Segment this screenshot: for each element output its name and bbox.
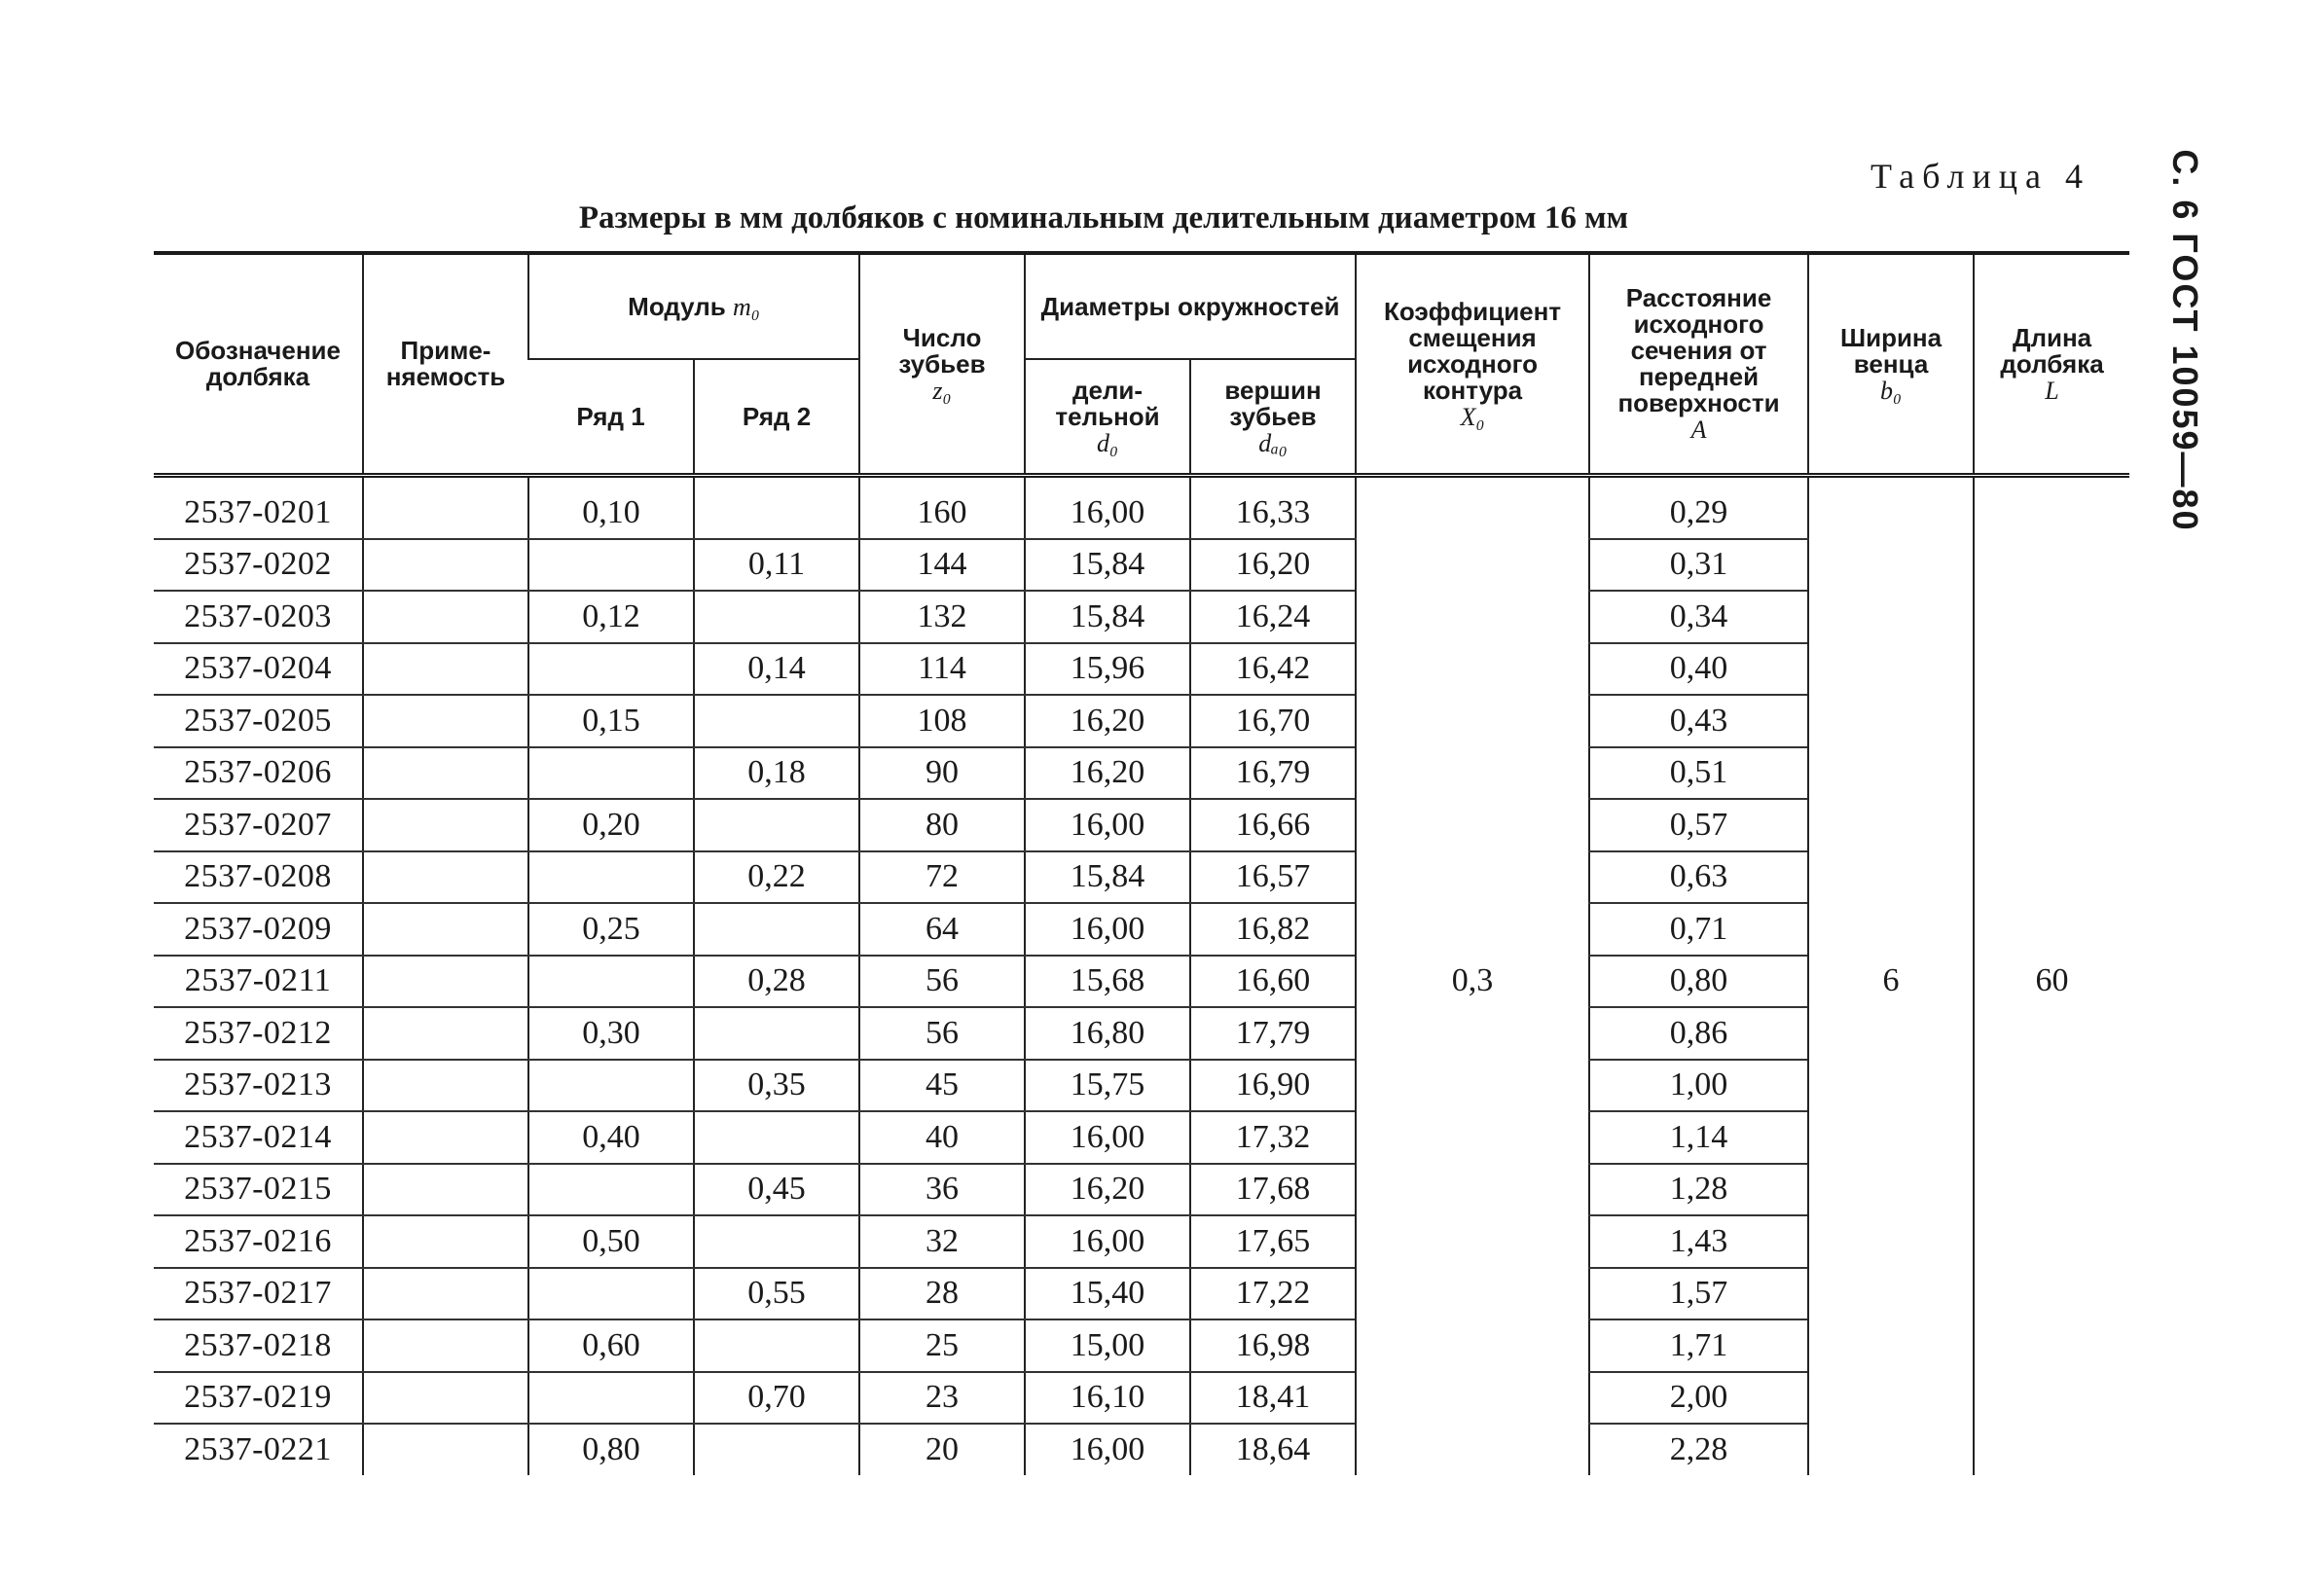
cell-usage bbox=[363, 1060, 528, 1112]
cell-module-row2: 0,28 bbox=[694, 956, 859, 1008]
cell-tip-diameter: 17,79 bbox=[1190, 1007, 1356, 1060]
header-pitch: дели-тельной d₀ bbox=[1025, 359, 1190, 476]
cell-tip-diameter: 16,42 bbox=[1190, 643, 1356, 696]
cell-module-row2: 0,22 bbox=[694, 851, 859, 904]
cell-distance: 0,51 bbox=[1589, 747, 1808, 800]
cell-pitch-diameter: 15,84 bbox=[1025, 591, 1190, 643]
cell-module-row1: 0,30 bbox=[528, 1007, 694, 1060]
cell-code: 2537-0217 bbox=[154, 1268, 363, 1320]
header-row1: Ряд 1 bbox=[528, 359, 694, 476]
cell-pitch-diameter: 15,96 bbox=[1025, 643, 1190, 696]
cell-distance: 0,80 bbox=[1589, 956, 1808, 1008]
cell-distance: 0,71 bbox=[1589, 903, 1808, 956]
cell-usage bbox=[363, 747, 528, 800]
cell-usage bbox=[363, 1372, 528, 1425]
cell-pitch-diameter: 16,00 bbox=[1025, 476, 1190, 539]
tip-symbol: dₐ₀ bbox=[1258, 428, 1288, 457]
cell-code: 2537-0202 bbox=[154, 539, 363, 592]
cell-teeth: 36 bbox=[859, 1164, 1025, 1216]
cell-teeth: 40 bbox=[859, 1111, 1025, 1164]
table-caption bbox=[0, 200, 2324, 236]
header-length: Длина долбяка L bbox=[1974, 253, 2129, 476]
cell-code: 2537-0212 bbox=[154, 1007, 363, 1060]
pitch-symbol: d₀ bbox=[1096, 428, 1119, 457]
table-row bbox=[154, 476, 2129, 539]
cell-code: 2537-0216 bbox=[154, 1215, 363, 1268]
cell-distance: 1,14 bbox=[1589, 1111, 1808, 1164]
cell-distance: 0,34 bbox=[1589, 591, 1808, 643]
cell-tip-diameter: 16,79 bbox=[1190, 747, 1356, 800]
cell-module-row2 bbox=[694, 1007, 859, 1060]
cell-code: 2537-0205 bbox=[154, 695, 363, 747]
cell-module-row2 bbox=[694, 476, 859, 539]
cell-module-row1 bbox=[528, 539, 694, 592]
cell-module-row1: 0,12 bbox=[528, 591, 694, 643]
header-code: Обозначение долбяка bbox=[154, 253, 363, 476]
cell-usage bbox=[363, 1268, 528, 1320]
cell-module-row1 bbox=[528, 851, 694, 904]
cell-distance: 1,71 bbox=[1589, 1319, 1808, 1372]
distance-symbol: A bbox=[1690, 416, 1707, 444]
cell-module-row1: 0,50 bbox=[528, 1215, 694, 1268]
cell-module-row2: 0,18 bbox=[694, 747, 859, 800]
cell-module-row2 bbox=[694, 591, 859, 643]
cell-usage bbox=[363, 1007, 528, 1060]
cell-teeth: 80 bbox=[859, 799, 1025, 851]
cell-pitch-diameter: 16,10 bbox=[1025, 1372, 1190, 1425]
cell-distance: 1,43 bbox=[1589, 1215, 1808, 1268]
coef-symbol: X₀ bbox=[1460, 402, 1485, 431]
cell-coef-merged: 0,3 bbox=[1356, 476, 1589, 1475]
cell-module-row1: 0,25 bbox=[528, 903, 694, 956]
cell-pitch-diameter: 16,00 bbox=[1025, 903, 1190, 956]
cell-distance: 0,43 bbox=[1589, 695, 1808, 747]
cell-code: 2537-0221 bbox=[184, 1430, 332, 1467]
table-body bbox=[154, 476, 2129, 1475]
cell-tip-diameter: 17,32 bbox=[1190, 1111, 1356, 1164]
cell-module-row2 bbox=[694, 1319, 859, 1372]
cell-module-row2: 0,11 bbox=[694, 539, 859, 592]
cell-teeth: 64 bbox=[859, 903, 1025, 956]
cell-tip-diameter: 16,98 bbox=[1190, 1319, 1356, 1372]
cell-pitch-diameter: 15,84 bbox=[1025, 539, 1190, 592]
cell-module-row1 bbox=[528, 956, 694, 1008]
cell-module-row1 bbox=[528, 1372, 694, 1425]
cell-module-row2 bbox=[694, 1424, 859, 1475]
cell-usage bbox=[363, 1424, 528, 1475]
table-label: Таблица 4 bbox=[1870, 157, 2090, 196]
header-distance: Расстояние исходного сечения от передней поверхности A bbox=[1589, 253, 1808, 476]
cell-module-row2 bbox=[694, 1111, 859, 1164]
cell-teeth: 108 bbox=[859, 695, 1025, 747]
cell-usage bbox=[363, 903, 528, 956]
cell-tip-diameter: 17,22 bbox=[1190, 1268, 1356, 1320]
cell-module-row1 bbox=[528, 1060, 694, 1112]
cell-teeth: 72 bbox=[859, 851, 1025, 904]
header-diameters: Диаметры окружностей bbox=[1025, 253, 1356, 359]
cell-pitch-diameter: 16,00 bbox=[1025, 1111, 1190, 1164]
cell-distance: 2,00 bbox=[1589, 1372, 1808, 1425]
cell-code: 2537-0213 bbox=[154, 1060, 363, 1112]
cell-tip-diameter: 16,24 bbox=[1190, 591, 1356, 643]
cell-teeth: 56 bbox=[859, 956, 1025, 1008]
header-tip: вершин зубьев dₐ₀ bbox=[1190, 359, 1356, 476]
cell-module-row1: 0,40 bbox=[528, 1111, 694, 1164]
cell-tip-diameter: 16,90 bbox=[1190, 1060, 1356, 1112]
cell-module-row1: 0,60 bbox=[528, 1319, 694, 1372]
cell-code: 2537-0215 bbox=[154, 1164, 363, 1216]
cell-distance: 0,29 bbox=[1589, 476, 1808, 539]
cell-pitch-diameter: 16,20 bbox=[1025, 695, 1190, 747]
cell-distance: 2,28 bbox=[1589, 1424, 1808, 1475]
cell-teeth: 114 bbox=[859, 643, 1025, 696]
module-symbol: m₀ bbox=[733, 292, 760, 321]
cell-usage bbox=[363, 799, 528, 851]
cell-pitch-diameter: 16,80 bbox=[1025, 1007, 1190, 1060]
cell-tip-diameter: 16,33 bbox=[1190, 476, 1356, 539]
header-coef: Коэффициент смещения исходного контура X₀ bbox=[1356, 253, 1589, 476]
cell-distance: 0,31 bbox=[1589, 539, 1808, 592]
cell-module-row1 bbox=[528, 643, 694, 696]
cell-tip-diameter: 16,66 bbox=[1190, 799, 1356, 851]
cell-module-row2 bbox=[694, 1215, 859, 1268]
cell-code: 2537-0214 bbox=[154, 1111, 363, 1164]
cell-tip-diameter: 18,41 bbox=[1190, 1372, 1356, 1425]
cell-pitch-diameter: 15,75 bbox=[1025, 1060, 1190, 1112]
cell-module-row1: 0,15 bbox=[528, 695, 694, 747]
cell-distance: 0,86 bbox=[1589, 1007, 1808, 1060]
cell-usage bbox=[363, 851, 528, 904]
cell-teeth: 20 bbox=[859, 1424, 1025, 1475]
header-row2: Ряд 2 bbox=[694, 359, 859, 476]
cell-module-row2: 0,55 bbox=[694, 1268, 859, 1320]
cell-pitch-diameter: 15,00 bbox=[1025, 1319, 1190, 1372]
cell-module-row1 bbox=[528, 747, 694, 800]
shaper-cutter-table bbox=[154, 251, 2129, 1475]
cell-distance: 1,00 bbox=[1589, 1060, 1808, 1112]
cell-code: 2537-0209 bbox=[154, 903, 363, 956]
cell-usage bbox=[363, 539, 528, 592]
teeth-symbol: z₀ bbox=[932, 376, 952, 405]
cell-module-row1: 0,20 bbox=[528, 799, 694, 851]
cell-teeth: 144 bbox=[859, 539, 1025, 592]
page-header-text: С. 6 ГОСТ 10059—80 bbox=[2165, 149, 2205, 532]
cell-usage bbox=[363, 476, 528, 539]
cell-usage bbox=[363, 643, 528, 696]
cell-pitch-diameter: 15,68 bbox=[1025, 956, 1190, 1008]
cell-pitch-diameter: 15,40 bbox=[1025, 1268, 1190, 1320]
header-width: Ширина венца b₀ bbox=[1808, 253, 1974, 476]
length-symbol: L bbox=[2045, 376, 2059, 405]
cell-distance: 0,40 bbox=[1589, 643, 1808, 696]
cell-distance: 1,57 bbox=[1589, 1268, 1808, 1320]
cell-module-row2: 0,14 bbox=[694, 643, 859, 696]
table-header bbox=[154, 253, 2129, 476]
cell-tip-diameter: 18,64 bbox=[1190, 1424, 1356, 1475]
cell-code: 2537-0219 bbox=[154, 1372, 363, 1425]
cell-pitch-diameter: 16,00 bbox=[1025, 799, 1190, 851]
cell-teeth: 45 bbox=[859, 1060, 1025, 1112]
cell-width-merged: 6 bbox=[1808, 476, 1974, 1475]
cell-module-row2 bbox=[694, 903, 859, 956]
cell-module-row1 bbox=[528, 1164, 694, 1216]
cell-code: 2537-0211 bbox=[154, 956, 363, 1008]
cell-tip-diameter: 16,60 bbox=[1190, 956, 1356, 1008]
cell-module-row2: 0,45 bbox=[694, 1164, 859, 1216]
cell-usage bbox=[363, 1215, 528, 1268]
cell-code: 2537-0208 bbox=[154, 851, 363, 904]
cell-distance: 0,63 bbox=[1589, 851, 1808, 904]
cell-pitch-diameter: 16,00 bbox=[1025, 1215, 1190, 1268]
cell-tip-diameter: 16,70 bbox=[1190, 695, 1356, 747]
cell-teeth: 28 bbox=[859, 1268, 1025, 1320]
cell-usage bbox=[363, 1111, 528, 1164]
cell-teeth: 32 bbox=[859, 1215, 1025, 1268]
cell-pitch-diameter: 15,84 bbox=[1025, 851, 1190, 904]
cell-module-row1: 0,80 bbox=[528, 1424, 694, 1475]
cell-code: 2537-0207 bbox=[154, 799, 363, 851]
cell-code: 2537-0203 bbox=[154, 591, 363, 643]
cell-teeth: 90 bbox=[859, 747, 1025, 800]
cell-usage bbox=[363, 1164, 528, 1216]
header-usage: Приме-няемость bbox=[363, 253, 528, 476]
caption-text: Размеры в мм долбяков с номинальным делительным диаметром 16 мм bbox=[578, 200, 1629, 235]
cell-code: 2537-0218 bbox=[154, 1319, 363, 1372]
cell-teeth: 25 bbox=[859, 1319, 1025, 1372]
cell-usage bbox=[363, 1319, 528, 1372]
cell-pitch-diameter: 16,20 bbox=[1025, 1164, 1190, 1216]
cell-usage bbox=[363, 695, 528, 747]
cell-code: 2537-0206 bbox=[154, 747, 363, 800]
cell-usage bbox=[363, 956, 528, 1008]
cell-module-row1: 0,10 bbox=[528, 476, 694, 539]
cell-pitch-diameter: 16,00 bbox=[1025, 1424, 1190, 1475]
cell-module-row2 bbox=[694, 695, 859, 747]
cell-code: 2537-0204 bbox=[154, 643, 363, 696]
cell-length-merged: 60 bbox=[1974, 476, 2129, 1475]
cell-tip-diameter: 17,68 bbox=[1190, 1164, 1356, 1216]
header-teeth: Число зубьев z₀ bbox=[859, 253, 1025, 476]
cell-teeth: 132 bbox=[859, 591, 1025, 643]
cell-module-row1 bbox=[528, 1268, 694, 1320]
cell-teeth: 56 bbox=[859, 1007, 1025, 1060]
cell-module-row2: 0,35 bbox=[694, 1060, 859, 1112]
cell-distance: 0,57 bbox=[1589, 799, 1808, 851]
cell-usage bbox=[363, 591, 528, 643]
cell-code: 2537-0201 bbox=[154, 476, 363, 539]
cell-module-row2: 0,70 bbox=[694, 1372, 859, 1425]
cell-module-row2 bbox=[694, 799, 859, 851]
cell-tip-diameter: 16,20 bbox=[1190, 539, 1356, 592]
cell-teeth: 23 bbox=[859, 1372, 1025, 1425]
width-symbol: b₀ bbox=[1880, 376, 1903, 405]
header-module: Модуль m₀ bbox=[528, 253, 859, 359]
cell-teeth: 160 bbox=[859, 476, 1025, 539]
cell-tip-diameter: 17,65 bbox=[1190, 1215, 1356, 1268]
cell-pitch-diameter: 16,20 bbox=[1025, 747, 1190, 800]
cell-tip-diameter: 16,82 bbox=[1190, 903, 1356, 956]
cell-tip-diameter: 16,57 bbox=[1190, 851, 1356, 904]
cell-distance: 1,28 bbox=[1589, 1164, 1808, 1216]
